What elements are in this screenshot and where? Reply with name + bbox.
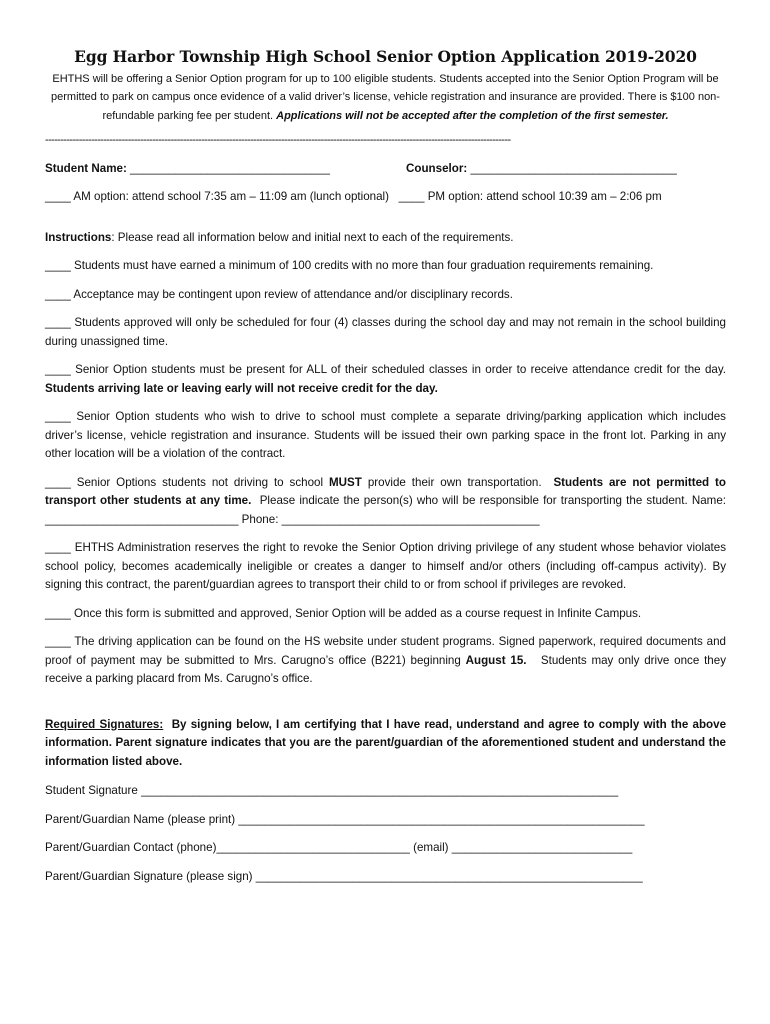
transport-phone-field[interactable]: ________________________________________ <box>281 512 540 526</box>
parent-email-field[interactable]: ____________________________ <box>451 841 633 854</box>
initial-blank-2[interactable]: ____ <box>45 287 71 301</box>
name-counselor-row <box>45 160 726 179</box>
intro-emphasis: Applications will not be accepted after the completion of the first semester. <box>276 109 669 122</box>
requirement-text-6a: Senior Options students not driving to school <box>76 475 324 489</box>
student-name-group <box>45 160 375 179</box>
student-name-field[interactable]: _______________________________ <box>130 161 330 175</box>
application-form <box>45 48 726 886</box>
requirement-item-8 <box>45 605 726 624</box>
requirement-text-6-bold: Students are not permitted to transport other students at any time. <box>45 475 726 507</box>
student-signature-row <box>45 782 726 801</box>
requirement-item-5 <box>45 408 726 464</box>
requirement-item-9 <box>45 633 726 689</box>
initial-blank-4[interactable]: ____ <box>45 363 71 376</box>
requirement-text-6d: Please indicate the person(s) who will be responsible for transporting the student. Name: <box>259 494 726 507</box>
requirement-item-7 <box>45 539 726 595</box>
transport-name-field[interactable]: ______________________________ <box>45 512 239 526</box>
parent-name-label: Parent/Guardian Name (please print) <box>45 812 236 826</box>
requirement-text-4: Senior Option students must be present for ALL of their scheduled classes in order to receive attendance credit for the day. <box>75 363 726 376</box>
requirement-text-4-bold: Students arriving late or leaving early will not receive credit for the day. <box>45 381 438 395</box>
requirement-item-4 <box>45 361 726 398</box>
signatures-text: By signing below, I am certifying that I have read, understand and agree to comply with the above information. Parent signature indicates that you are the parent/guardian of the aforementioned student and understand the information listed above. <box>45 717 727 768</box>
requirement-text-1: Students must have earned a minimum of 100 credits with no more than four graduation requirements remaining. <box>74 259 654 272</box>
form-title: Egg Harbor Township High School Senior Option Application 2019-2020 <box>74 47 697 66</box>
requirement-item-3 <box>45 314 726 351</box>
initial-blank-3[interactable]: ____ <box>45 316 71 329</box>
parent-signature-field[interactable]: ____________________________________________________________ <box>255 869 643 883</box>
initial-blank-6[interactable]: ____ <box>45 475 71 489</box>
signatures-statement <box>45 716 726 772</box>
signatures-heading: Required Signatures: <box>45 717 164 731</box>
requirement-text-2: Acceptance may be contingent upon review of attendance and/or disciplinary records. <box>73 287 513 301</box>
requirement-item-6 <box>45 474 726 530</box>
requirement-text-9b: Students may only drive once they receive a parking placard from Ms. Carugno’s office. <box>45 653 726 685</box>
requirement-text-6-must: MUST <box>329 475 362 489</box>
parent-signature-row <box>45 868 726 887</box>
instructions-label: Instructions <box>45 230 112 244</box>
requirement-text-3: Students approved will only be scheduled for four (4) classes during the school day and may not remain in the school building during unassigned time. <box>45 316 726 348</box>
requirement-text-7: EHTHS Administration reserves the right to revoke the Senior Option driving privilege of any student whose behavior violates school policy, becomes academically ineligible or creates a danger to himself and/or others (including off-campus activity). By signing this contract, the parent/guardian agrees to transport their child to or from school if privileges are revoked. <box>45 541 726 591</box>
requirement-item-1 <box>45 257 726 276</box>
counselor-field[interactable]: ________________________________ <box>470 161 677 175</box>
requirement-item-2 <box>45 286 726 305</box>
pm-option-blank[interactable]: ____ <box>398 190 425 203</box>
initial-blank-9[interactable]: ____ <box>45 635 71 648</box>
student-signature-label: Student Signature <box>45 784 138 797</box>
am-option-blank[interactable]: ____ <box>45 190 71 203</box>
intro-paragraph <box>45 70 726 126</box>
initial-blank-5[interactable]: ____ <box>45 410 71 423</box>
transport-phone-label: Phone: <box>241 512 279 526</box>
initial-blank-7[interactable]: ____ <box>45 541 71 554</box>
student-signature-field[interactable]: __________________________________________________________________________ <box>141 784 619 797</box>
counselor-group <box>406 160 726 179</box>
counselor-label: Counselor: <box>406 161 468 175</box>
parent-signature-label: Parent/Guardian Signature (please sign) <box>45 869 253 883</box>
requirement-text-9a: The driving application can be found on the HS website under student programs. Signed paperwork, required documents and proof of payment may be submitted to Mrs. Carugno’s office (B221) beginning <box>45 635 726 667</box>
intro-text: EHTHS will be offering a Senior Option program for up to 100 eligible students. Students accepted into the Senior Option Program will be permitted to park on campus once evidence of a valid driver’s license, vehicle registration and insurance are provided. There is $100 non-refundable parking fee per student. <box>51 72 720 122</box>
am-option-text: AM option: attend school 7:35 am – 11:09 am (lunch optional) <box>73 190 389 203</box>
parent-name-field[interactable]: _______________________________________________________________ <box>238 812 645 826</box>
initial-blank-8[interactable]: ____ <box>45 606 71 620</box>
requirement-text-6b: provide their own transportation. <box>367 475 542 489</box>
parent-name-row <box>45 811 726 830</box>
divider-line: -------------------------------------------------------------------------------------------------------------------------------------------------------- <box>45 134 511 146</box>
parent-email-label: (email) <box>413 841 449 854</box>
student-name-label: Student Name: <box>45 161 127 175</box>
option-row <box>45 188 726 207</box>
parent-phone-field[interactable]: ______________________________ <box>216 841 410 854</box>
requirement-text-5: Senior Option students who wish to drive to school must complete a separate driving/parking application which includes driver’s license, vehicle registration and insurance. Students will be issued their own parking space in the front lot. Parking in any other location will be a violation of the contract. <box>45 410 726 460</box>
instructions <box>45 229 726 248</box>
initial-blank-1[interactable]: ____ <box>45 259 71 272</box>
requirement-text-8: Once this form is submitted and approved, Senior Option will be added as a course request in Infinite Campus. <box>74 606 642 620</box>
pm-option-text: PM option: attend school 10:39 am – 2:06 pm <box>427 190 662 203</box>
parent-contact-row <box>45 839 726 858</box>
instructions-text: : Please read all information below and initial next to each of the requirements. <box>111 230 514 244</box>
requirement-text-9-date: August 15. <box>465 653 527 667</box>
parent-contact-label: Parent/Guardian Contact (phone) <box>45 841 217 854</box>
